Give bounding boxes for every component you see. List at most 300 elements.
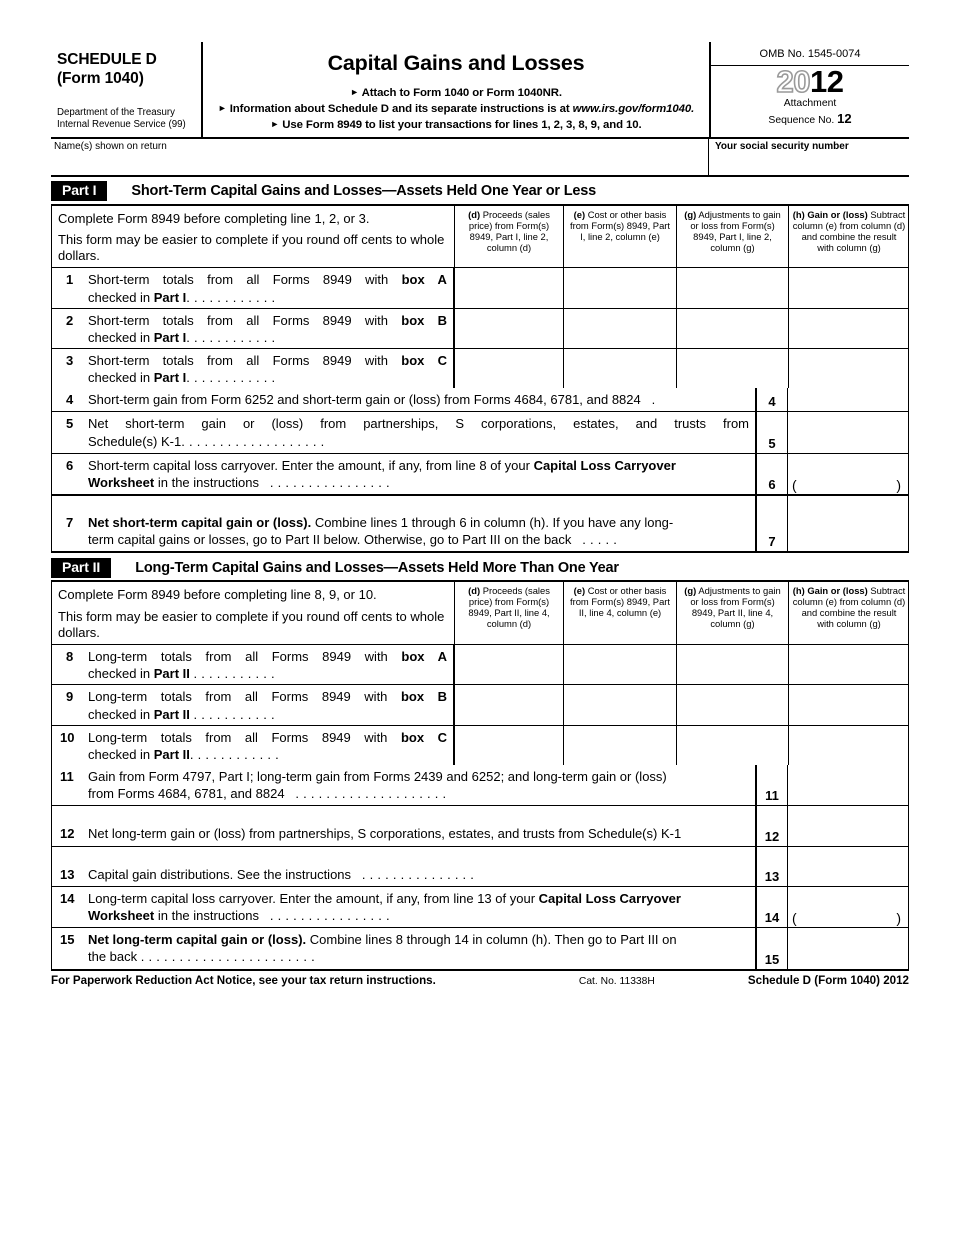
w: Net long-term capital gain or (loss). <box>88 932 307 948</box>
part1-column-headers <box>52 206 908 269</box>
leader-dots: . . . . . . . . . . . . <box>186 370 276 386</box>
w: Part I <box>153 370 187 386</box>
line-4-number-box: 4 <box>757 388 788 411</box>
paren-left: ( <box>792 910 797 927</box>
line-6-text <box>52 454 757 494</box>
line-2-col-e[interactable] <box>564 309 677 348</box>
line-14-text <box>52 887 757 927</box>
line-3-col-g[interactable] <box>677 349 789 388</box>
line-8-col-e[interactable] <box>564 645 677 684</box>
line-11-amount[interactable] <box>788 765 908 805</box>
line-8-number: 8 <box>66 649 74 665</box>
line-14-row <box>52 887 908 928</box>
w: all <box>246 272 260 288</box>
w: checked in <box>88 666 154 682</box>
w: box B <box>400 689 447 705</box>
line-1-col-h[interactable] <box>789 268 909 307</box>
line-9-text-l2 <box>88 706 447 723</box>
attach-instruction-2-text: Information about Schedule D and its separate instructions is at <box>229 103 573 116</box>
w: Long-term <box>88 689 148 705</box>
line-5-number-box: 5 <box>757 412 788 452</box>
line-12-number: 12 <box>60 826 75 842</box>
w: Part II <box>153 666 190 682</box>
page-title: Capital Gains and Losses <box>327 51 585 75</box>
department-block <box>57 107 201 133</box>
part2-col-g-key: (g) <box>684 585 697 597</box>
w: term capital gains or losses, go to Part II below. Otherwise, go to Part III on the back <box>88 532 572 548</box>
w: all <box>245 649 259 665</box>
line-8-text <box>52 645 455 684</box>
sequence-number: 12 <box>837 111 852 127</box>
line-1-text <box>52 268 455 307</box>
line-2-text-l1 <box>88 312 447 329</box>
w: the back <box>88 949 138 965</box>
part2-col-d-key: (d) <box>468 585 481 597</box>
ssn-label: Your social security number <box>715 140 849 152</box>
w: in the instructions <box>154 907 260 923</box>
w: Worksheet <box>88 474 155 490</box>
w: Forms <box>272 312 310 328</box>
line-5-label-l2 <box>88 433 749 450</box>
header-left-block <box>51 42 203 137</box>
line-8-text-l2 <box>88 665 447 682</box>
line-11-label-l1: Gain from Form 4797, Part I; long-term gain from Forms 2439 and 6252; and long-term gain or (loss) <box>88 769 667 785</box>
attachment-sequence <box>711 98 909 127</box>
paren-left: ( <box>792 477 797 494</box>
w: checked in <box>88 289 154 305</box>
name-label: Name(s) shown on return <box>54 140 167 152</box>
part1-instr-1: Complete Form 8949 before completing line 1, 2, or 3. <box>58 210 370 226</box>
part1-label: Part I <box>51 181 107 201</box>
line-3-col-d[interactable] <box>455 349 564 388</box>
line-5-number: 5 <box>66 416 74 432</box>
tax-year-prefix: 20 <box>776 64 810 99</box>
line-12-label: Net long-term gain or (loss) from partnerships, S corporations, estates, and trusts from Schedule(s) K-1 <box>88 826 682 842</box>
line-7-number: 7 <box>66 515 74 531</box>
line-1-number: 1 <box>66 272 74 288</box>
paren-right: ) <box>896 910 901 927</box>
attach-instruction-2 <box>207 101 705 117</box>
w: Forms <box>271 729 309 745</box>
w: checked in <box>88 746 154 762</box>
line-7-amount[interactable] <box>788 496 908 551</box>
name-field[interactable] <box>51 139 709 175</box>
line-15-text <box>52 928 757 969</box>
w: totals <box>160 649 192 665</box>
w: checked in <box>88 706 154 722</box>
part2-bar <box>51 555 909 580</box>
line-9-col-g[interactable] <box>677 685 789 724</box>
part2-col-g-head: Adjustments to <box>698 585 761 597</box>
w: Short-term capital loss carryover. Enter the amount, if any, from line 8 of your <box>88 457 534 473</box>
part2-instructions <box>52 582 455 644</box>
line-6-label-l1 <box>88 457 749 474</box>
part1-instructions <box>52 206 455 268</box>
w: from <box>207 312 234 328</box>
table-row <box>52 309 908 349</box>
w: from <box>205 649 232 665</box>
line-12-row <box>52 806 908 846</box>
line-5-amount[interactable] <box>788 412 908 452</box>
ssn-field[interactable] <box>709 139 909 175</box>
line-9-col-e[interactable] <box>564 685 677 724</box>
line-9-number: 9 <box>66 689 74 705</box>
w: from <box>205 729 232 745</box>
line-15-number-box: 15 <box>757 928 788 969</box>
part2-col-g-header <box>677 582 789 644</box>
line-4-number: 4 <box>66 392 74 408</box>
line-8-col-d[interactable] <box>455 645 564 684</box>
w: with <box>364 352 388 368</box>
leader-dots: . . . . . . . . . . . <box>193 706 275 722</box>
line-6-number: 6 <box>66 457 74 473</box>
part1-col-e-head: Cost or other basis <box>587 208 667 220</box>
tax-year-block <box>711 66 909 137</box>
w: with <box>364 649 388 665</box>
w: all <box>244 689 258 705</box>
w: Long-term capital loss carryover. Enter the amount, if any, from line 13 of your <box>88 890 539 906</box>
header-right-block <box>709 42 909 137</box>
w: 8949 <box>322 649 352 665</box>
line-2-text <box>52 309 455 348</box>
line-11-number: 11 <box>60 769 74 785</box>
leader-dots: . . . . . <box>582 532 618 548</box>
w: with <box>364 312 388 328</box>
w: box B <box>401 312 448 328</box>
line-15-row <box>52 928 908 969</box>
line-13-text <box>52 847 757 886</box>
leader-dots: . . . . . . . . . . . . . . . . . . . <box>181 433 325 449</box>
paren-right: ) <box>896 477 901 494</box>
w: from <box>207 352 234 368</box>
part1-col-h-rest: Subtract column (e) from column (d) and combine the result with column (g) <box>792 208 906 253</box>
part1-col-e-header <box>564 206 677 268</box>
line-10-col-e[interactable] <box>564 726 677 765</box>
w: Short-term <box>88 272 150 288</box>
department-line2: Internal Revenue Service (99) <box>57 119 186 131</box>
line-10-col-g[interactable] <box>677 726 789 765</box>
w: from <box>205 689 232 705</box>
leader-dots: . . . . . . . . . . . . . . . . . . . . <box>295 786 447 802</box>
line-14-label-l2 <box>88 907 749 924</box>
irs-url: www.irs.gov/form1040. <box>572 103 695 116</box>
line-8-text-l1 <box>88 648 447 665</box>
part2-col-e-head: Cost or other basis <box>587 585 667 597</box>
line-12-text <box>52 806 757 845</box>
part2-col-g-rest: gain or loss from Form(s) 8949, Part II, line 4, column (g) <box>690 585 781 630</box>
w: Combine lines 8 through 14 in column (h). Then go to Part III on <box>306 932 677 948</box>
line-14-number-box: 14 <box>757 887 788 927</box>
part1-col-g-rest: gain or loss from Form(s) 8949, Part I, line 2, column (g) <box>690 208 781 253</box>
w: box C <box>401 352 448 368</box>
part1-col-g-key: (g) <box>684 208 697 220</box>
line-1-text-l1 <box>88 271 447 288</box>
line-5-row <box>52 412 908 453</box>
w: Capital Loss Carryover <box>533 457 676 473</box>
tax-year <box>711 64 909 99</box>
w: 8949 <box>322 272 352 288</box>
line-10-col-h[interactable] <box>789 726 909 765</box>
w: Schedule(s) K-1 <box>88 433 182 449</box>
line-2-col-d[interactable] <box>455 309 564 348</box>
line-9-text-l1 <box>88 688 447 705</box>
w: Short-term gain from Form 6252 and short-term gain or (loss) from Forms 4684, 6781, and 8824 <box>88 392 641 408</box>
line-13-number-box: 13 <box>757 847 788 886</box>
header-center-block <box>203 42 709 137</box>
line-7-row <box>52 496 908 553</box>
omb-number: OMB No. 1545-0074 <box>711 42 909 66</box>
w: Short-term <box>88 352 150 368</box>
line-3-text <box>52 349 455 388</box>
line-13-row <box>52 847 908 887</box>
w: 8949 <box>321 689 351 705</box>
part2-col-h-header <box>789 582 909 644</box>
part2-col-d-header <box>455 582 564 644</box>
line-8-col-g[interactable] <box>677 645 789 684</box>
part2-instr-1: Complete Form 8949 before completing line 8, 9, or 10. <box>58 587 377 603</box>
sequence-label: Sequence No. <box>768 115 835 127</box>
line-1-text-l2 <box>88 289 447 306</box>
line-6-number-box: 6 <box>757 454 788 494</box>
part1-instr-2: This form may be easier to complete if you round off cents to whole dollars. <box>58 232 445 263</box>
leader-dots: . . . . . . . . . . . . <box>189 746 279 762</box>
attach-instruction-3 <box>207 117 705 133</box>
part1-col-h-key: (h) <box>792 208 805 220</box>
w: totals <box>162 312 194 328</box>
attach-instruction-1-text: Attach to Form 1040 or Form 1040NR. <box>361 87 562 99</box>
w: Forms <box>272 352 310 368</box>
w: Capital Loss Carryover <box>538 890 681 906</box>
w: totals <box>160 689 192 705</box>
paperwork-notice: For Paperwork Reduction Act Notice, see your tax return instructions. <box>51 974 436 988</box>
line-11-text <box>52 765 757 805</box>
part1-amount-section <box>51 388 909 553</box>
w: Net short-term capital gain or (loss). <box>88 515 312 531</box>
form-header <box>51 42 909 139</box>
w: from <box>207 272 234 288</box>
arrow-icon: ► <box>270 119 280 130</box>
line-6-label-l2 <box>88 474 749 491</box>
line-1-col-d[interactable] <box>455 268 564 307</box>
line-9-text <box>52 685 455 724</box>
w: Part II <box>153 706 190 722</box>
line-3-text-l1 <box>88 352 447 369</box>
part1-col-g-header <box>677 206 789 268</box>
line-14-amount[interactable] <box>788 887 908 927</box>
table-row <box>52 349 908 388</box>
w: in the instructions <box>154 474 260 490</box>
w: all <box>244 729 258 745</box>
w: box A <box>401 272 447 288</box>
table-row <box>52 645 908 685</box>
line-2-text-l2 <box>88 329 447 346</box>
line-10-text-l1 <box>88 729 447 746</box>
schedule-title-line2: (Form 1040) <box>57 70 144 88</box>
arrow-icon: ► <box>217 103 227 114</box>
line-3-col-e[interactable] <box>564 349 677 388</box>
attach-instruction-3-text: Use Form 8949 to list your transactions for lines 1, 2, 3, 8, 9, and 10. <box>282 119 642 132</box>
line-15-label-l1 <box>88 931 749 948</box>
line-14-number: 14 <box>60 890 75 906</box>
table-row <box>52 268 908 308</box>
part1-title: Short-Term Capital Gains and Losses—Assets Held One Year or Less <box>131 183 596 200</box>
w: Long-term <box>88 649 148 665</box>
leader-dots: . . . . . . . . . . . . . . . . <box>269 907 390 923</box>
form-reference: Schedule D (Form 1040) 2012 <box>747 974 909 988</box>
line-12-amount[interactable] <box>788 806 908 845</box>
line-4-amount[interactable] <box>788 388 908 411</box>
part1-bar <box>51 179 909 204</box>
line-3-text-l2 <box>88 369 447 386</box>
part1-col-h-header <box>789 206 909 268</box>
w: box C <box>400 729 447 745</box>
part2-col-e-key: (e) <box>573 585 586 597</box>
w: Forms <box>271 689 309 705</box>
line-15-number: 15 <box>60 932 75 948</box>
catalog-number: Cat. No. 11338H <box>578 976 655 988</box>
line-7-label-l2 <box>88 531 749 548</box>
part1-col-d-head: Proceeds (sales <box>482 208 550 220</box>
w: all <box>246 352 260 368</box>
w: Long-term <box>88 729 148 745</box>
leader-dots: . . . . . . . . . . . . . . . <box>361 866 475 882</box>
part2-col-e-rest: from Form(s) 8949, Part II, line 4, column (e) <box>569 596 671 619</box>
part1-col-d-rest: price) from Form(s) 8949, Part I, line 2, column (d) <box>468 219 550 253</box>
line-13-label <box>88 866 749 883</box>
w: Forms <box>271 649 309 665</box>
w: from Forms 4684, 6781, and 8824 <box>88 786 285 802</box>
w: Combine lines 1 through 6 in column (h). If you have any long- <box>311 515 674 531</box>
part2-table <box>51 580 909 765</box>
w: with <box>365 272 389 288</box>
attach-instruction-1 <box>207 85 705 101</box>
w: totals <box>160 729 192 745</box>
line-1-col-g[interactable] <box>677 268 789 307</box>
part1-col-d-key: (d) <box>468 208 481 220</box>
line-7-text <box>52 496 757 551</box>
schedule-title <box>57 50 201 89</box>
schedule-d-form <box>51 42 909 987</box>
w: Part I <box>153 289 187 305</box>
line-9-col-h[interactable] <box>789 685 909 724</box>
part2-col-h-rest: Subtract column (e) from column (d) and combine the result with column (g) <box>792 585 906 630</box>
line-2-col-g[interactable] <box>677 309 789 348</box>
line-7-number-box: 7 <box>757 496 788 551</box>
part2-col-e-header <box>564 582 677 644</box>
w: 8949 <box>322 352 352 368</box>
identity-row <box>51 139 909 177</box>
line-3-col-h[interactable] <box>789 349 909 388</box>
schedule-title-line1: SCHEDULE D <box>57 51 157 68</box>
table-row <box>52 726 908 765</box>
w: with <box>364 689 388 705</box>
w: 8949 <box>321 729 351 745</box>
line-11-number-box: 11 <box>757 765 788 805</box>
line-4-label <box>88 391 749 408</box>
line-8-col-h[interactable] <box>789 645 909 684</box>
line-13-amount[interactable] <box>788 847 908 886</box>
line-5-text <box>52 412 757 452</box>
part1-col-e-key: (e) <box>573 208 586 220</box>
w: Worksheet <box>88 907 155 923</box>
w: checked in <box>88 329 154 345</box>
w: Short-term <box>88 312 150 328</box>
part2-amount-section <box>51 765 909 969</box>
part1-col-h-head: Gain or (loss) <box>807 208 868 220</box>
line-12-number-box: 12 <box>757 806 788 845</box>
line-2-number: 2 <box>66 312 74 328</box>
w: Forms <box>272 272 310 288</box>
leader-dots: . . . . . . . . . . . . <box>186 329 276 345</box>
w: 8949 <box>322 312 352 328</box>
part2-col-h-key: (h) <box>792 585 805 597</box>
part2-title: Long-Term Capital Gains and Losses—Assets Held More Than One Year <box>135 559 619 576</box>
w: totals <box>162 272 194 288</box>
form-footer <box>51 969 909 987</box>
part2-column-headers <box>52 582 908 645</box>
w: all <box>246 312 260 328</box>
line-11-row <box>52 765 908 806</box>
line-10-text <box>52 726 455 765</box>
line-10-number: 10 <box>60 729 75 745</box>
arrow-icon: ► <box>350 87 359 97</box>
leader-dots: . . . . . . . . . . . <box>193 666 275 682</box>
line-11-label-l2 <box>88 785 749 802</box>
line-3-number: 3 <box>66 352 74 368</box>
part1-col-d-header <box>455 206 564 268</box>
part2-label: Part II <box>51 558 111 578</box>
leader-dots: . <box>651 392 656 408</box>
line-14-label-l1 <box>88 890 749 907</box>
part2-col-d-rest: price) from Form(s) 8949, Part II, line 4, column (d) <box>468 596 550 630</box>
line-4-text <box>52 388 757 411</box>
line-5-label-l1: Net short-term gain or (loss) from partnerships, S corporations, estates, and trusts from <box>88 416 749 432</box>
line-15-amount[interactable] <box>788 928 908 969</box>
part2-col-h-head: Gain or (loss) <box>807 585 868 597</box>
w: Capital gain distributions. See the instructions <box>88 866 352 882</box>
line-9-col-d[interactable] <box>455 685 564 724</box>
part1-col-g-head: Adjustments to <box>698 208 761 220</box>
leader-dots: . . . . . . . . . . . . . . . . <box>269 474 390 490</box>
line-7-label-l1 <box>88 514 749 531</box>
w: totals <box>162 352 194 368</box>
part2-instr-2: This form may be easier to complete if you round off cents to whole dollars. <box>58 608 445 640</box>
leader-dots: . . . . . . . . . . . . . . . . . . . . . . . <box>140 949 316 965</box>
table-row <box>52 685 908 725</box>
line-1-col-e[interactable] <box>564 268 677 307</box>
w: with <box>364 729 388 745</box>
w: Part II <box>153 746 190 762</box>
line-6-row <box>52 454 908 496</box>
part2-col-d-head: Proceeds (sales <box>482 585 550 597</box>
line-10-text-l2 <box>88 746 447 763</box>
w: checked in <box>88 370 154 386</box>
line-13-number: 13 <box>60 866 75 882</box>
part1-col-e-rest: from Form(s) 8949, Part I, line 2, column (e) <box>569 219 671 242</box>
w: box A <box>401 649 447 665</box>
w: Part I <box>153 329 187 345</box>
line-2-col-h[interactable] <box>789 309 909 348</box>
part1-table <box>51 204 909 389</box>
line-4-row <box>52 388 908 412</box>
tax-year-suffix: 12 <box>810 64 844 99</box>
line-6-amount[interactable] <box>788 454 908 494</box>
line-15-label-l2 <box>88 948 749 965</box>
department-line1: Department of the Treasury <box>57 106 175 118</box>
line-10-col-d[interactable] <box>455 726 564 765</box>
leader-dots: . . . . . . . . . . . . <box>186 289 276 305</box>
attachment-label: Attachment <box>783 98 837 110</box>
